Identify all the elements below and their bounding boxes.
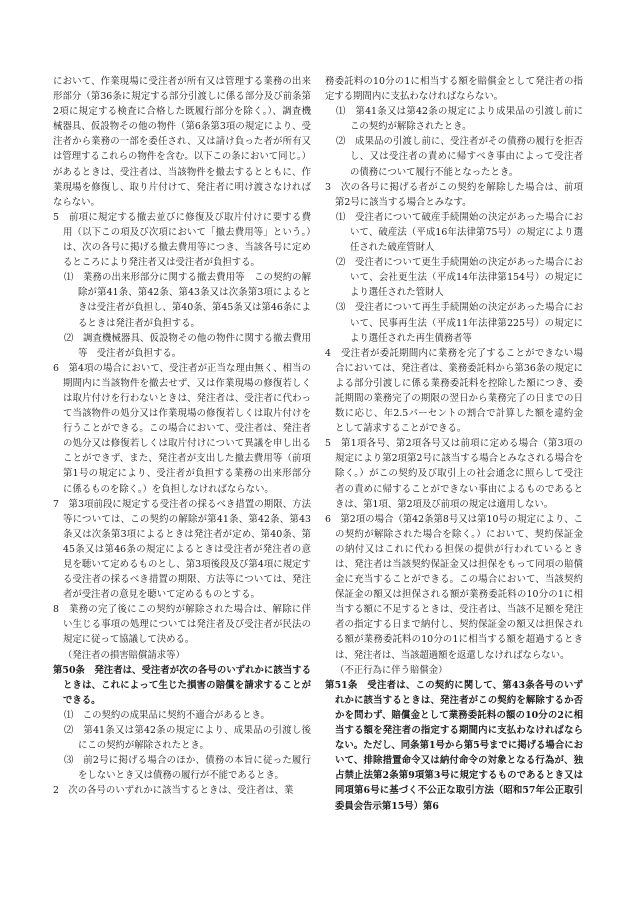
article-heading: 第50条 発注者は、受注者が次の各号のいずれかに該当するときは、これによって生じた損害の賠償を請求することができる。: [53, 664, 311, 706]
clause-item: 4 受注者が委託期間内に業務を完了することができない場合においては、発注者は、業務委託料から第36条の規定による部分引渡しに係る業務委託料を控除した額につき、委託期間の業務完了の期限の翌日から業務完了の日までの日数に応じ、年2.5パーセントの割合で計算した額を違約金として請求することができる。: [325, 347, 583, 435]
sub-item: ⑴ 受注者について破産手続開始の決定があった場合において、破産法（平成16年法律第75号）の規定により選任された破産管財人: [336, 211, 583, 254]
sub-item: ⑵ 第41条又は第42条の規定により、成果品の引渡し後にこの契約が解除されたとき。: [64, 725, 311, 752]
clause-item: 5 第1項各号、第2項各号又は前項に定める場合（第3項の規定により第2項第2号に該当する場合とみなされる場合を除く。）がこの契約及び取引上の社会通念に照らして受注者の責めに帰することができない事由によるものであるときは、第1項、第2項及び前項の規定は適用しない。: [325, 438, 583, 510]
section-heading: （発注者の損害賠償請求等）: [63, 649, 185, 661]
paragraph: において、作業現場に受注者が所有又は管理する業務の出来形部分（第36条に規定する部分引渡しに係る部分及び前条第2項に規定する検査に合格した既履行部分を除く。）、調査機械器具、仮設物その他の物件（第6条第3項の規定により、受注者から業務の一部を委任され、又は請け負った者が所有又は管理するこれらの物件を含む。以下この条において同じ。）があるときは、受注者は、当該物件を撤去するとともに、作業現場を修復し、取り片付けて、発注者に明け渡さなければならない。: [53, 76, 311, 208]
sub-item: ⑵ 受注者について更生手続開始の決定があった場合において、会社更生法（平成14年法律第154号）の規定により選任された管財人: [336, 257, 583, 299]
sub-item: ⑶ 受注者について再生手続開始の決定があった場合において、民事再生法（平成11年法律第225号）の規定により選任された再生債務者等: [336, 302, 583, 344]
clause-item: 2 次の各号のいずれかに該当するときは、受注者は、業: [53, 785, 294, 797]
sub-item: ⑵ 成果品の引渡し前に、受注者がその債務の履行を拒否し、又は受注者の責めに帰すべき事由によって受注者の債務について履行不能となったとき。: [336, 136, 583, 178]
paragraph: 務委託料の10分の1に相当する額を賠償金として発注者の指定する期間内に支払わなければならない。: [325, 76, 583, 103]
sub-item: ⑵ 調査機械器具、仮設物その他の物件に関する撤去費用等 受注者が負担する。: [64, 332, 311, 359]
sub-item: ⑴ 業務の出来形部分に関する撤去費用等 この契約の解除が第41条、第42条、第43条又は次条第3項によるときは受注者が負担し、第40条、第45条又は第46条によるときは発注者が負担する。: [64, 272, 311, 329]
sub-item: ⑴ この契約の成果品に契約不適合があるとき。: [64, 709, 270, 721]
article-heading: 第51条 受注者は、この契約に関して、第43条各号のいずれかに該当するときは、発注者がこの契約を解除するか否かを問わず、賠償金として業務委託料の額の10分の2に相当する額を発注者の指定する期間内に支払わなければならない。ただし、同条第1号から第5号までに掲げる場合において、排除措置命令又は納付命令の対象となる行為が、独占禁止法第2条第9項第3号に規定するものであるとき又は同項第6号に基づく不公正な取引方法（昭和57年公正取引委員会告示第15号）第6: [325, 679, 583, 812]
section-heading: （不正行為に伴う賠償金）: [335, 664, 448, 676]
clause-item: 5 前項に規定する撤去並びに修復及び取片付けに要する費用（以下この項及び次項において「撤去費用等」という。）は、次の各号に掲げる撤去費用等につき、当該各号に定めるところにより発注者又は受注者が負担する。: [53, 211, 311, 269]
sub-item: ⑴ 第41条又は第42条の規定により成果品の引渡し前にこの契約が解除されたとき。: [336, 106, 583, 133]
clause-item: 7 第3項前段に規定する受注者の採るべき措置の期限、方法等については、この契約の解除が第41条、第42条、第43条又は次条第3項によるときは発注者が定め、第40条、第45条又は第46条の規定によるときは受注者が発注者の意見を聴いて定めるものとし、第3項後段及び第4項に規定する受注者の採るべき措置の期限、方法等については、発注者が受注者の意見を聴いて定めるものとする。: [53, 498, 311, 601]
sub-item: ⑶ 前2号に掲げる場合のほか、債務の本旨に従った履行をしないとき又は債務の履行が不能であるとき。: [64, 755, 311, 782]
clause-item: 6 第2項の場合（第42条第8号又は第10号の規定により、この契約が解除された場合を除く。）において、契約保証金の納付又はこれに代わる担保の提供が行われているときは、発注者は当該契約保証金又は担保をもって同項の賠償金に充当することができる。この場合において、当該契約保証金の額又は担保される額が業務委託料の10分の1に相当する額に不足するときは、受注者は、当該不足額を発注者の指定する日まで納付し、契約保証金の額又は担保される額が業務委託料の10分の1に相当する額を超過するときは、発注者は、当該超過額を返還しなければならない。: [325, 513, 583, 661]
clause-item: 8 業務の完了後にこの契約が解除された場合は、解除に伴い生じる事項の処理については発注者及び受注者が民法の規定に従って協議して決める。: [53, 604, 311, 646]
clause-item: 3 次の各号に掲げる者がこの契約を解除した場合は、前項第2号に該当する場合とみなす。: [325, 181, 583, 208]
left-column: [53, 74, 311, 799]
clause-item: 6 第4項の場合において、受注者が正当な理由無く、相当の期間内に当該物件を撤去せず、又は作業現場の修復若しくは取片付けを行わないときは、発注者は、受注者に代わって当該物件の処分又は作業現場の修復若しくは取片付けを行うことができる。この場合において、受注者は、発注者の処分又は修復若しくは取片付けについて異議を申し出ることができず、また、発注者が支出した撤去費用等（前項第1号の規定により、受注者が負担する業務の出来形部分に係るものを除く。）を負担しなければならない。: [53, 362, 311, 495]
right-column: [325, 74, 583, 814]
